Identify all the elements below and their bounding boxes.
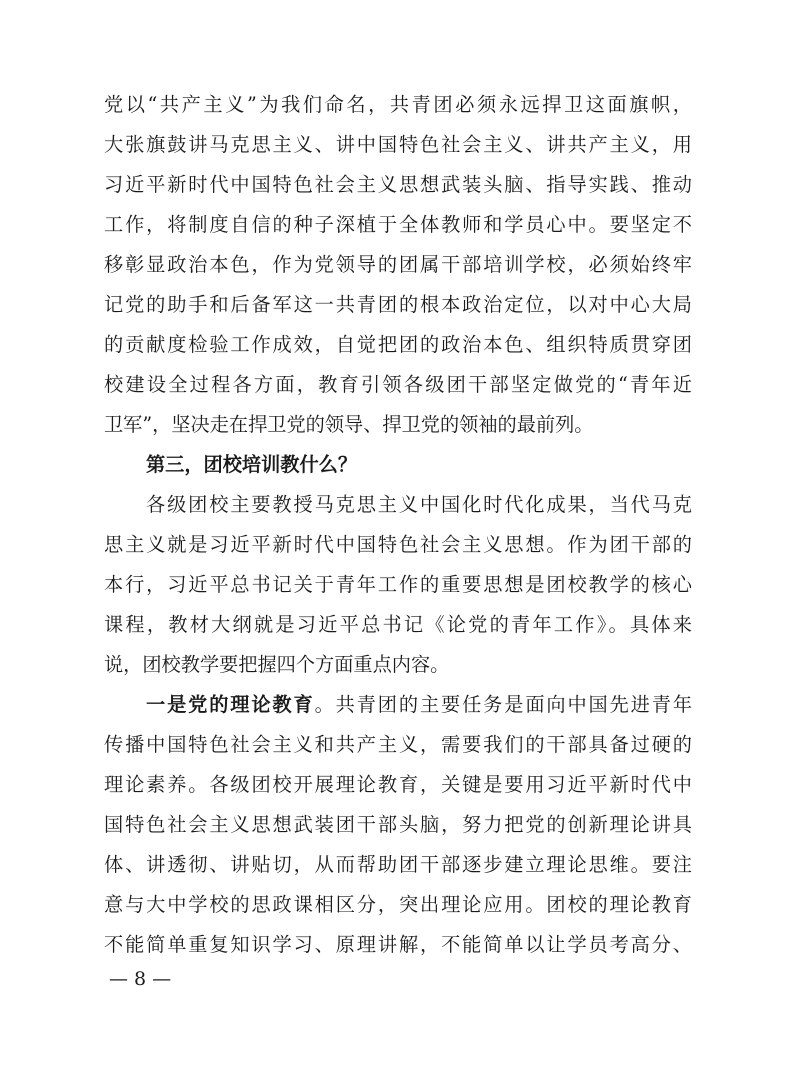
body-line: 大张旗鼓讲马克思主义、讲中国特色社会主义、讲共产主义，用 [104, 133, 692, 156]
body-line: 理论素养。各级团校开展理论教育，关键是要用习近平新时代中 [104, 773, 692, 796]
body-line: 不能简单重复知识学习、原理讲解，不能简单以让学员考高分、 [104, 933, 692, 956]
body-line-lead [146, 692, 692, 718]
section-heading: 第三，团校培训教什么？ [146, 453, 358, 476]
body-line: 习近平新时代中国特色社会主义思想武装头脑、指导实践、推动 [104, 173, 692, 196]
body-line: 各级团校主要教授马克思主义中国化时代化成果，当代马克 [146, 493, 692, 516]
body-line: 记党的助手和后备军这一共青团的根本政治定位，以对中心大局 [104, 293, 692, 316]
lead-rest: 。共青团的主要任务是面向中国先进青年 [314, 693, 693, 716]
body-line: 移彰显政治本色，作为党领导的团属干部培训学校，必须始终牢 [104, 253, 692, 276]
page-number: — 8 — [109, 968, 172, 990]
body-line: 课程，教材大纲就是习近平总书记《论党的青年工作》。具体来 [104, 613, 692, 636]
body-line: 的贡献度检验工作成效，自觉把团的政治本色、组织特质贯穿团 [104, 333, 692, 356]
body-line: 卫军”，坚决走在捍卫党的领导、捍卫党的领袖的最前列。 [104, 413, 594, 436]
body-line: 说，团校教学要把握四个方面重点内容。 [104, 653, 450, 676]
body-line: 体、讲透彻、讲贴切，从而帮助团干部逐步建立理论思维。要注 [104, 853, 692, 876]
body-line: 思主义就是习近平新时代中国特色社会主义思想。作为团干部的 [104, 533, 692, 556]
body-line: 工作，将制度自信的种子深植于全体教师和学员心中。要坚定不 [104, 213, 692, 236]
body-line: 国特色社会主义思想武装团干部头脑，努力把党的创新理论讲具 [104, 813, 692, 836]
body-line: 党以“共产主义”为我们命名，共青团必须永远捍卫这面旗帜， [104, 93, 692, 116]
body-line: 本行，习近平总书记关于青年工作的重要思想是团校教学的核心 [104, 573, 692, 596]
body-line: 校建设全过程各方面，教育引领各级团干部坚定做党的“青年近 [104, 373, 692, 396]
lead-bold-phrase: 一是党的理论教育 [146, 693, 315, 716]
body-line: 传播中国特色社会主义和共产主义，需要我们的干部具备过硬的 [104, 733, 692, 756]
body-line: 意与大中学校的思政课相区分，突出理论应用。团校的理论教育 [104, 893, 692, 916]
